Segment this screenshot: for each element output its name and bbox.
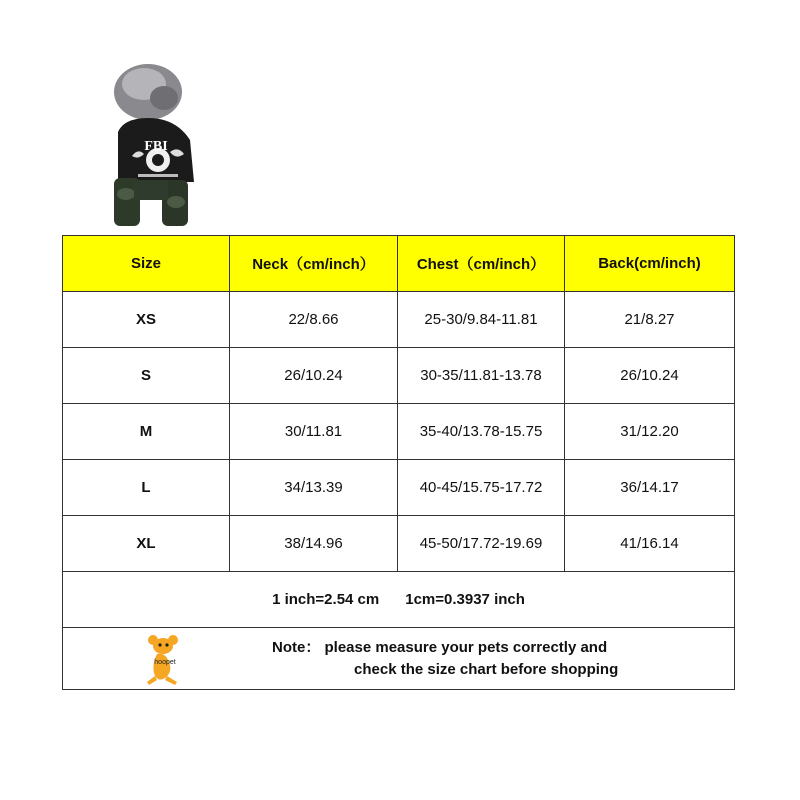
back-cell: 26/10.24 [565,348,735,404]
header-size: Size [63,236,230,292]
size-cell: XS [63,292,230,348]
size-cell: S [63,348,230,404]
size-cell: M [63,404,230,460]
note-line-1: Note： please measure your pets correctly and [272,639,608,656]
back-cell: 41/16.14 [565,516,735,572]
jacket-print: FBI [144,139,168,154]
size-cell: XL [63,516,230,572]
header-row [63,236,735,292]
dog-mascot-icon [139,632,191,686]
cm-to-inch-text: 1cm=0.3937 inch [405,591,525,608]
table-row [63,460,735,516]
neck-cell: 30/11.81 [230,404,398,460]
chest-cell: 25-30/9.84-11.81 [398,292,565,348]
size-chart-table [62,235,735,690]
note-row [63,628,735,690]
chest-cell: 40-45/15.75-17.72 [398,460,565,516]
header-back: Back(cm/inch) [565,236,735,292]
back-cell: 21/8.27 [565,292,735,348]
inch-to-cm-text: 1 inch=2.54 cm [272,591,380,608]
conversion-note [63,572,735,628]
product-photo [104,62,200,228]
table-row [63,404,735,460]
chest-cell: 45-50/17.72-19.69 [398,516,565,572]
table-row [63,516,735,572]
note-line-2: check the size chart before shopping [354,661,619,678]
chest-cell: 30-35/11.81-13.78 [398,348,565,404]
table-row [63,348,735,404]
back-cell: 31/12.20 [565,404,735,460]
neck-cell: 34/13.39 [230,460,398,516]
header-chest: Chest（cm/inch） [398,236,565,292]
neck-cell: 38/14.96 [230,516,398,572]
neck-cell: 22/8.66 [230,292,398,348]
neck-cell: 26/10.24 [230,348,398,404]
back-cell: 36/14.17 [565,460,735,516]
size-cell: L [63,460,230,516]
conversion-row [63,572,735,628]
table-row [63,292,735,348]
dog-jacket-icon [104,62,200,228]
header-neck: Neck（cm/inch） [230,236,398,292]
logo-text: hoopet [154,659,176,666]
chest-cell: 35-40/13.78-15.75 [398,404,565,460]
note-cell [63,628,735,690]
